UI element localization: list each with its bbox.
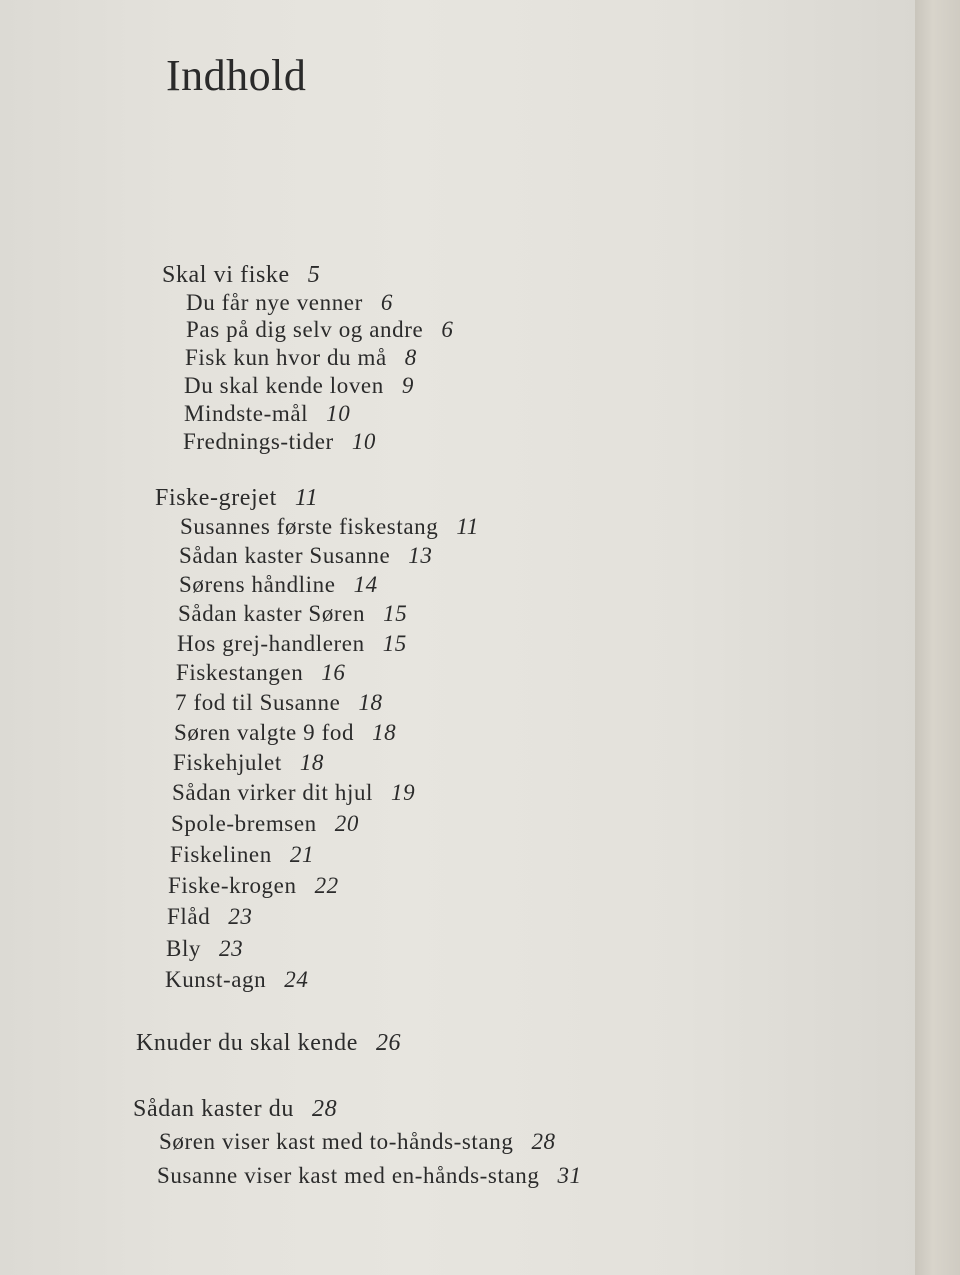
toc-entry: [173, 750, 324, 776]
page-title: Indhold: [166, 51, 307, 100]
toc-page-number: 26: [375, 1030, 402, 1056]
toc-entry: [179, 543, 433, 569]
toc-page-number: 16: [321, 660, 346, 685]
toc-entry: [167, 904, 253, 930]
toc-entry: [165, 967, 308, 993]
toc-entry: [184, 373, 414, 399]
toc-page-number: 11: [456, 514, 479, 539]
toc-label: Fiske-krogen: [168, 873, 297, 898]
toc-page-number: 22: [314, 873, 339, 898]
toc-entry: [170, 842, 314, 868]
toc-entry: [168, 873, 339, 899]
toc-entry: [172, 780, 415, 806]
toc-page-number: 20: [334, 811, 359, 836]
toc-entry: [179, 572, 378, 598]
toc-label: Mindste-mål: [184, 401, 309, 426]
toc-page-number: 10: [351, 429, 377, 454]
toc-entry: [157, 1163, 582, 1189]
toc-label: Fiske-grejet: [155, 485, 277, 511]
toc-label: Sådan kaster du: [133, 1096, 294, 1122]
toc-entry: [176, 660, 346, 686]
toc-page-number: 15: [383, 601, 408, 626]
toc-entry: [175, 690, 383, 716]
toc-label: Fiskestangen: [176, 660, 304, 685]
toc-chapter: [133, 1096, 337, 1123]
toc-entry: [184, 401, 350, 427]
toc-page-number: 31: [557, 1163, 582, 1188]
toc-label: Fisk kun hvor du må: [185, 345, 387, 370]
toc-label: 7 fod til Susanne: [175, 690, 341, 715]
toc-page-number: 21: [289, 842, 315, 867]
toc-entry: [177, 631, 407, 657]
toc-entry: [166, 936, 243, 962]
toc-page-number: 13: [408, 543, 433, 568]
toc-page-number: 11: [294, 485, 319, 511]
toc-page-number: 23: [228, 904, 253, 929]
toc-page-number: 18: [358, 690, 383, 715]
toc-page-number: 18: [372, 720, 397, 745]
toc-chapter: [155, 485, 318, 512]
toc-page-number: 8: [404, 345, 417, 370]
toc-entry: [180, 514, 479, 540]
toc-label: Sådan virker dit hjul: [172, 780, 374, 805]
page-edge: [915, 0, 960, 1275]
toc-label: Kunst-agn: [165, 967, 267, 992]
toc-page-number: 28: [311, 1096, 338, 1122]
toc-page-number: 19: [391, 780, 416, 805]
toc-label: Knuder du skal kende: [136, 1030, 358, 1056]
toc-page-number: 23: [219, 936, 244, 961]
toc-page-number: 28: [531, 1129, 556, 1154]
toc-page-number: 15: [382, 631, 407, 656]
toc-page-number: 14: [353, 572, 378, 597]
toc-label: Sådan kaster Susanne: [179, 543, 391, 568]
toc-label: Flåd: [167, 904, 211, 929]
toc-label: Søren viser kast med to-hånds-stang: [159, 1129, 514, 1154]
toc-page-number: 24: [284, 967, 309, 992]
toc-page-number: 9: [401, 373, 414, 398]
toc-label: Skal vi fiske: [162, 262, 290, 288]
toc-page-number: 5: [307, 262, 321, 288]
toc-label: Frednings-tider: [183, 429, 334, 454]
toc-label: Søren valgte 9 fod: [174, 720, 355, 745]
toc-label: Hos grej-handleren: [177, 631, 365, 656]
toc-label: Sådan kaster Søren: [178, 601, 366, 626]
toc-entry: [171, 811, 359, 837]
toc-entry: [178, 601, 407, 627]
toc-chapter: [162, 262, 320, 289]
toc-entry: [186, 290, 393, 316]
toc-label: Susanne viser kast med en-hånds-stang: [157, 1163, 540, 1188]
toc-entry: [159, 1129, 556, 1155]
toc-entry: [186, 317, 453, 343]
toc-label: Du får nye venner: [186, 290, 363, 315]
toc-label: Susannes første fiskestang: [180, 514, 439, 539]
toc-label: Fiskelinen: [170, 842, 272, 867]
toc-entry: [174, 720, 396, 746]
toc-entry: [183, 429, 376, 455]
toc-page-number: 6: [441, 317, 454, 342]
toc-label: Pas på dig selv og andre: [186, 317, 424, 342]
toc-entry: [185, 345, 417, 371]
toc-label: Sørens håndline: [179, 572, 336, 597]
toc-page-number: 18: [299, 750, 325, 775]
toc-page-number: 10: [326, 401, 351, 426]
toc-page-number: 6: [380, 290, 393, 315]
toc-label: Bly: [166, 936, 202, 961]
toc-label: Spole-bremsen: [171, 811, 317, 836]
toc-label: Du skal kende loven: [184, 373, 384, 398]
toc-chapter: [136, 1030, 401, 1057]
toc-label: Fiskehjulet: [173, 750, 282, 775]
